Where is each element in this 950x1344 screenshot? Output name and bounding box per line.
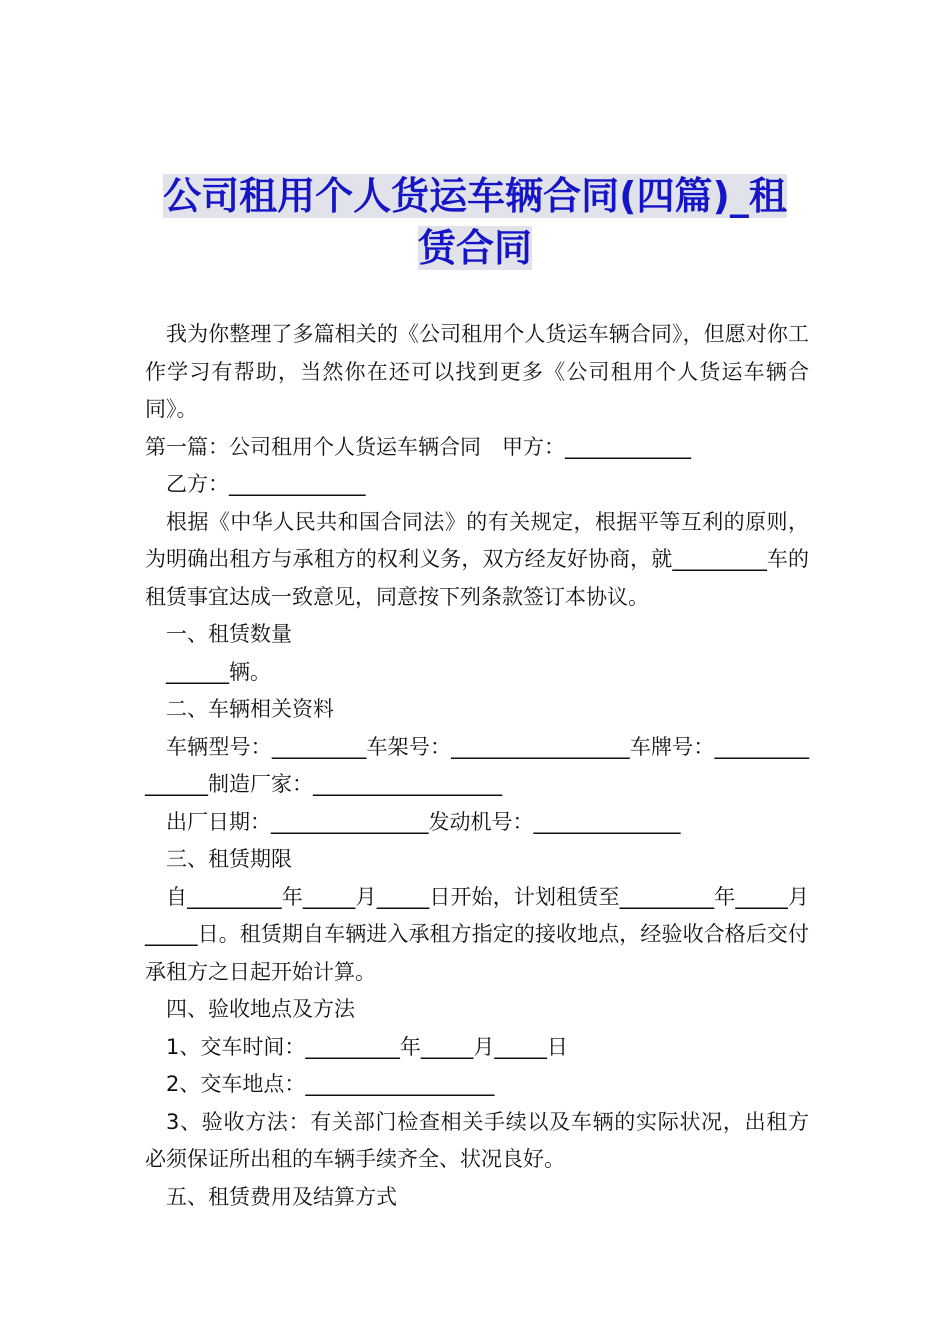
document-title-line-2: 赁合同 <box>417 226 532 270</box>
document-title-line-1: 公司租用个人货运车辆合同(四篇)_租 <box>163 174 787 218</box>
delivery-time-line: 1、交车时间：_________年_____月_____日 <box>166 1034 568 1059</box>
delivery-place-line: 2、交车地点：__________________ <box>166 1072 495 1096</box>
manufacture-date-line: 出厂日期：_______________发动机号：______________ <box>166 809 681 834</box>
clause-heading-fees: 五、租赁费用及结算方式 <box>166 1184 397 1209</box>
clause-heading-vehicle-info: 二、车辆相关资料 <box>166 697 334 721</box>
party-b-line: 乙方：_____________ <box>166 472 366 496</box>
document-title <box>140 170 810 274</box>
document-body <box>145 316 809 1216</box>
preamble-paragraph: 根据《中华人民共和国合同法》的有关规定，根据平等互利的原则，为明确出租方与承租方的权利义务，双方经友好协商，就_________车的租赁事宜达成一致意见，同意按下列条款签订本协议。 <box>145 509 809 609</box>
section-heading-party-a: 第一篇：公司租用个人货运车辆合同 甲方：____________ <box>145 434 691 459</box>
clause-heading-quantity: 一、租赁数量 <box>166 622 292 646</box>
clause-heading-term: 三、租赁期限 <box>166 847 292 871</box>
clause-heading-inspection: 四、验收地点及方法 <box>166 997 355 1021</box>
intro-paragraph: 我为你整理了多篇相关的《公司租用个人货运车辆合同》，但愿对你工作学习有帮助，当然你在还可以找到更多《公司租用个人货运车辆合同》。 <box>145 322 809 421</box>
quantity-line: ______辆。 <box>166 659 271 684</box>
vehicle-info-line: 车辆型号：_________车架号：_________________车牌号：_______________制造厂家：__________________ <box>145 734 809 796</box>
term-paragraph: 自_________年_____月_____日开始，计划租赁至_________年_____月_____日。租赁期自车辆进入承租方指定的接收地点，经验收合格后交付承租方之日起开始计算。 <box>145 884 809 984</box>
inspection-method-paragraph: 3、验收方法：有关部门检查相关手续以及车辆的实际状况，出租方必须保证所出租的车辆手续齐全、状况良好。 <box>145 1109 809 1171</box>
